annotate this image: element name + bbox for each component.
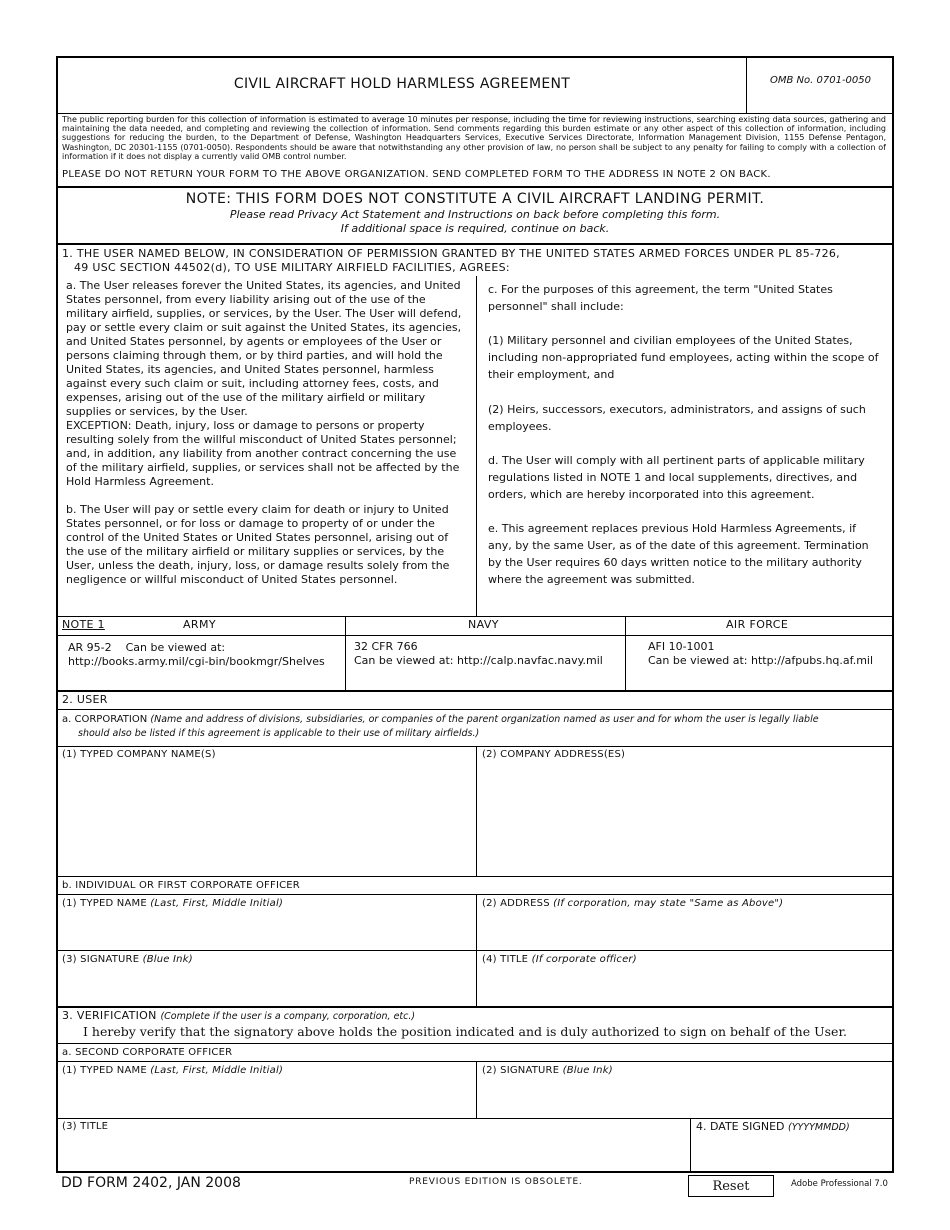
header-divider (746, 58, 747, 113)
second-signature-label (482, 1065, 613, 1077)
address-label (482, 898, 783, 910)
company-names-field[interactable] (60, 762, 474, 876)
second-typed-name-field[interactable] (60, 1078, 474, 1116)
date-format-note: (YYYYMMDD) (788, 1122, 850, 1133)
para-c1: (1) Military personnel and civilian employees of the United States, including non-appropriated fund employees, acting within the scope of their employment, and (488, 334, 879, 381)
landing-permit-note: NOTE: THIS FORM DOES NOT CONSTITUTE A CIVIL AIRCRAFT LANDING PERMIT. (185, 191, 765, 207)
continuation-note: If additional space is required, continue on back. (340, 222, 610, 235)
rule (58, 1118, 892, 1119)
date-signed-heading: 4. DATE SIGNED (696, 1120, 785, 1133)
typed-name-label (62, 898, 283, 910)
form-identifier: DD FORM 2402, JAN 2008 (61, 1175, 241, 1191)
address-field[interactable] (480, 911, 890, 949)
para-c2: (2) Heirs, successors, executors, administrators, and assigns of such employees. (488, 403, 866, 433)
airforce-regulation: AFI 10-1001 (648, 640, 715, 653)
rule (476, 746, 477, 876)
rule (58, 876, 892, 877)
reset-button[interactable]: Reset (688, 1175, 774, 1197)
second-title-field[interactable] (60, 1134, 688, 1170)
form-title: CIVIL AIRCRAFT HOLD HARMLESS AGREEMENT (233, 76, 571, 92)
verification-note: (Complete if the user is a company, corporation, etc.) (160, 1011, 416, 1022)
privacy-note: Please read Privacy Act Statement and Instructions on back before completing this form. (229, 208, 721, 221)
verification-statement: I hereby verify that the signatory above holds the position indicated and is duly authorized to sign on behalf of the User. (83, 1024, 848, 1039)
omb-number: OMB No. 0701-0050 (770, 75, 872, 86)
typed-name-field[interactable] (60, 911, 474, 949)
title-note: (If corporate officer) (531, 954, 637, 965)
software-label: Adobe Professional 7.0 (791, 1179, 888, 1189)
second-signature-heading: (2) SIGNATURE (482, 1065, 560, 1076)
obsolete-notice: PREVIOUS EDITION IS OBSOLETE. (409, 1177, 583, 1187)
individual-officer-label: b. INDIVIDUAL OR FIRST CORPORATE OFFICER (62, 880, 300, 891)
rule (476, 276, 477, 616)
form-page (56, 56, 894, 1173)
para-b: b. The User will pay or settle every claim for death or injury to United States personnel, or for loss or damage to property of or under the control of the United States or United States personnel, arising out of the use of the military airfield or military supplies or services, by the User, unless the death, injury, loss, or damage results solely from the negligence or willful misconduct of United States personnel. (66, 503, 450, 586)
typed-name-note: (Last, First, Middle Initial) (150, 898, 284, 909)
burden-statement: The public reporting burden for this collection of information is estimated to average 10 minutes per response, including the time for reviewing instructions, searching existing data sources, gathering and maintaining the data needed, and completing and reviewing the collection of information. Send comments regarding this burden estimate or any other aspect of this collection of information, including suggestions for reducing the burden, to the Department of Defense, Washington Headquarters Services, Executive Services Directorate, Information Management Division, 1155 Defense Pentagon, Washington, DC 20301-1155 (0701-0050). Respondents should be aware that notwithstanding any other provision of law, no person shall be subject to any penalty for failing to comply with a collection of information if it does not display a currently valid OMB control number. (62, 115, 886, 161)
army-heading: ARMY (183, 618, 216, 631)
army-regulation: AR 95-2 Can be viewed at: (68, 641, 226, 654)
rule (58, 690, 892, 692)
section1-heading: 1. THE USER NAMED BELOW, IN CONSIDERATION OF PERMISSION GRANTED BY THE UNITED STATES ARMED FORCES UNDER PL 85-726, (62, 247, 840, 260)
second-title-label: (3) TITLE (62, 1121, 109, 1132)
rule (58, 113, 892, 114)
army-url[interactable]: http://books.army.mil/cgi-bin/bookmgr/Shelves (68, 655, 325, 668)
corporation-label (62, 714, 819, 725)
section2-heading: 2. USER (62, 693, 108, 706)
second-typed-name-note: (Last, First, Middle Initial) (150, 1065, 284, 1076)
rule (58, 950, 892, 951)
verification-heading (62, 1009, 415, 1022)
second-signature-note: (Blue Ink) (562, 1065, 613, 1076)
title-heading: (4) TITLE (482, 954, 529, 965)
second-typed-name-label (62, 1065, 283, 1077)
navy-regulation: 32 CFR 766 (354, 640, 418, 653)
rule (58, 709, 892, 710)
second-typed-name-heading: (1) TYPED NAME (62, 1065, 147, 1076)
rule (58, 616, 892, 617)
corporation-heading: a. CORPORATION (62, 714, 148, 725)
title-label (482, 954, 637, 966)
rule (58, 1043, 892, 1044)
rule (625, 616, 626, 690)
rule (58, 635, 892, 636)
date-signed-label (696, 1120, 850, 1133)
rule (690, 1118, 691, 1173)
date-signed-field[interactable] (694, 1136, 890, 1170)
corporation-note-cont: should also be listed if this agreement is applicable to their use of military airfields.) (78, 728, 480, 739)
rule (58, 1061, 892, 1062)
airforce-heading: AIR FORCE (726, 618, 789, 631)
company-names-label: (1) TYPED COMPANY NAME(S) (62, 749, 216, 760)
navy-url[interactable]: Can be viewed at: http://calp.navfac.navy.mil (354, 654, 603, 667)
rule (58, 186, 892, 188)
section1-heading-cont: 49 USC SECTION 44502(d), TO USE MILITARY AIRFIELD FACILITIES, AGREES: (74, 261, 510, 274)
corporation-note: (Name and address of divisions, subsidiaries, or companies of the parent organization named as user and for whom the user is legally liable (150, 714, 819, 725)
signature-note: (Blue Ink) (142, 954, 193, 965)
rule (58, 746, 892, 747)
rule (58, 894, 892, 895)
rule (58, 243, 892, 245)
address-note: (If corporation, may state "Same as Above") (553, 898, 784, 909)
second-signature-field[interactable] (480, 1078, 890, 1116)
signature-heading: (3) SIGNATURE (62, 954, 140, 965)
address-heading: (2) ADDRESS (482, 898, 550, 909)
navy-heading: NAVY (468, 618, 499, 631)
exception-text: EXCEPTION: Death, injury, loss or damage to persons or property resulting solely from the willful misconduct of United States personnel; and, in addition, any liability from another contract concerning the use of the military airfield, supplies, or services shall not be affected by the Hold Harmless Agreement. (66, 419, 460, 488)
airforce-url[interactable]: Can be viewed at: http://afpubs.hq.af.mil (648, 654, 874, 667)
para-e: e. This agreement replaces previous Hold Harmless Agreements, if any, by the same User, as of the date of this agreement. Termination by the User requires 60 days written notice to the military authority where the agreement was submitted. (488, 522, 869, 586)
title-field[interactable] (480, 967, 890, 1005)
rule (476, 1061, 477, 1118)
signature-field[interactable] (60, 967, 474, 1005)
rule (345, 616, 346, 690)
typed-name-heading: (1) TYPED NAME (62, 898, 147, 909)
second-officer-label: a. SECOND CORPORATE OFFICER (62, 1047, 233, 1058)
para-a: a. The User releases forever the United States, its agencies, and United States personnel, from every liability arising out of the use of the military airfield, supplies, or services, by the User. The User will defend, pay or settle every claim or suit against the United States, its agencies, and United States personnel, by agents or employees of the User or persons claiming through them, or by third parties, and will hold the United States, its agencies, and United States personnel, harmless against every such claim or suit, including attorney fees, costs, and expenses, arising out of the use of the military airfield or military supplies or services, by the User. (66, 279, 462, 418)
para-c: c. For the purposes of this agreement, the term "United States personnel" shall include: (488, 283, 833, 313)
company-addresses-field[interactable] (480, 762, 890, 876)
note1-label: NOTE 1 (62, 618, 105, 631)
company-addresses-label: (2) COMPANY ADDRESS(ES) (482, 749, 626, 760)
signature-label (62, 954, 193, 966)
para-d: d. The User will comply with all pertinent parts of applicable military regulations listed in NOTE 1 and local supplements, directives, and orders, which are hereby incorporated into this agreement. (488, 454, 865, 501)
rule (58, 1006, 892, 1008)
return-notice: PLEASE DO NOT RETURN YOUR FORM TO THE ABOVE ORGANIZATION. SEND COMPLETED FORM TO THE ADDRESS IN NOTE 2 ON BACK. (62, 169, 771, 180)
verification-title: 3. VERIFICATION (62, 1009, 157, 1022)
